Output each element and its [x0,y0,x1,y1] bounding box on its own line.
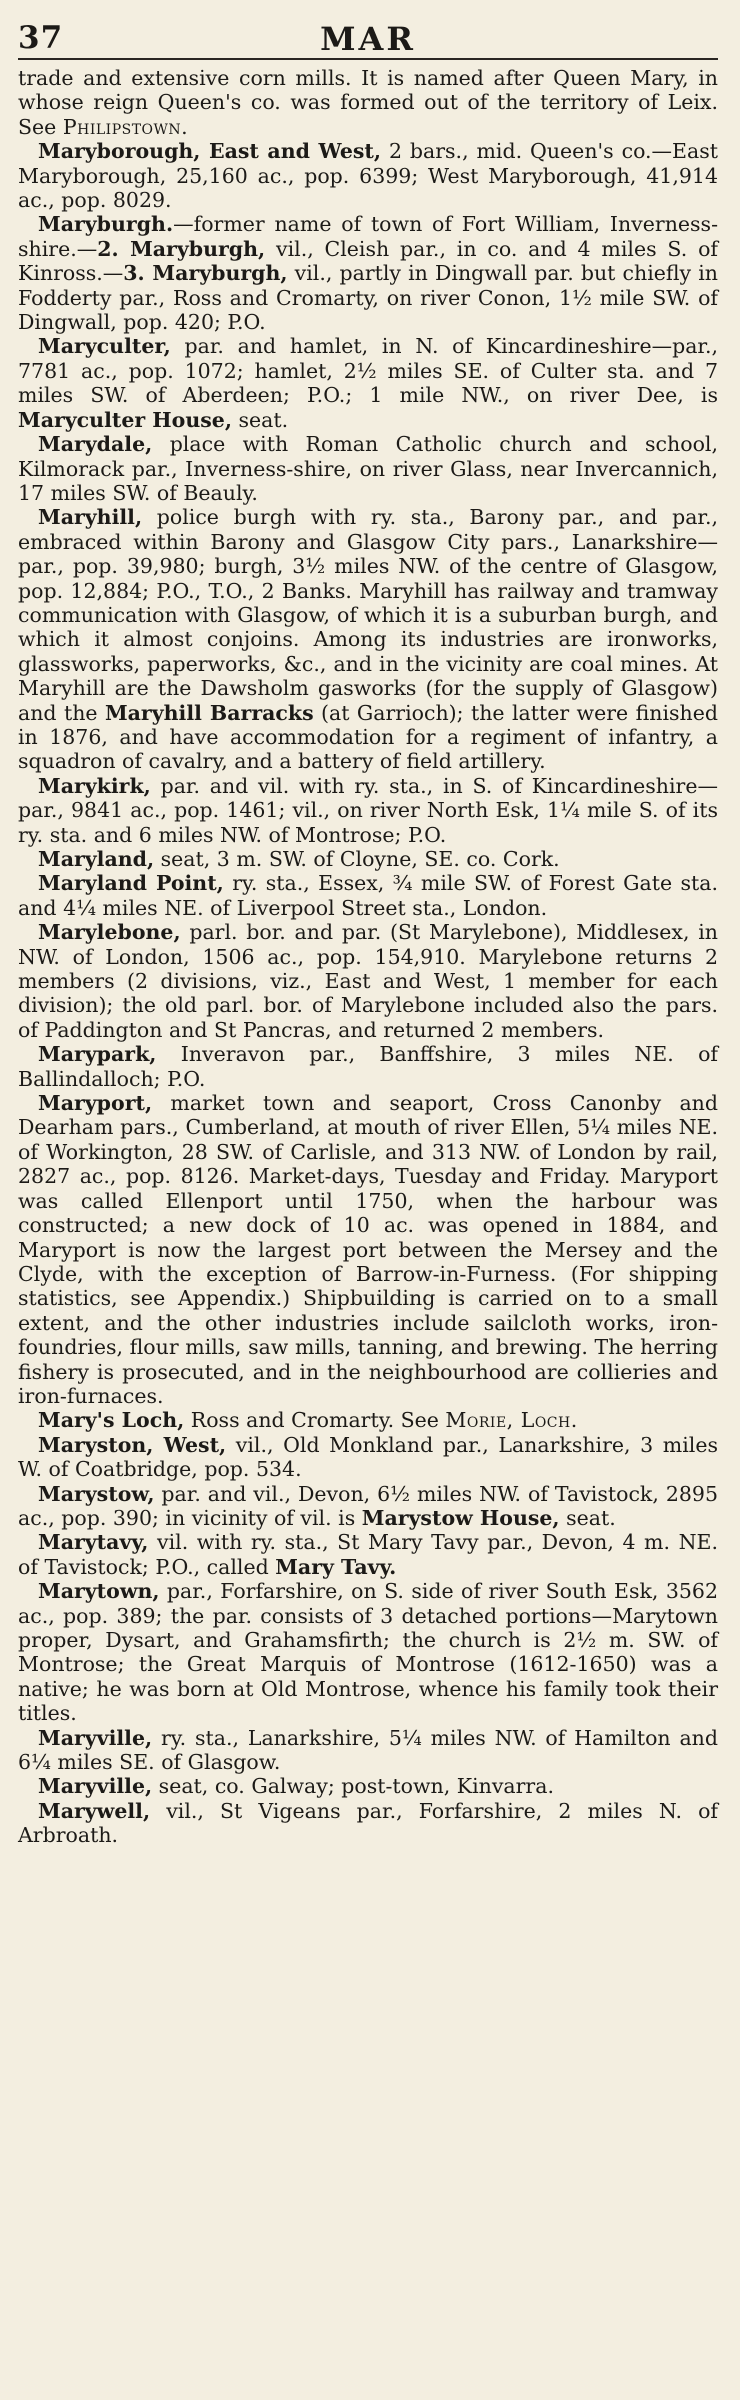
entry-headword: Marywell, [38,1798,151,1823]
entry-headword: Maryville, [38,1725,153,1750]
entries-column [18,60,718,1848]
entry-headword: Maryburgh. [38,212,174,237]
entry-maryculter: Maryculter, par. and hamlet, in N. of Kincardineshire—par., 7781 ac., pop. 1072; hamlet, 2½ miles SE. of Culter sta. and 7 miles SW. of Aberdeen; P.O.; 1 mile NW., on river Dee, is Maryculter House, seat. [18,334,718,432]
entry-headword: Mary's Loch, [38,1408,185,1433]
entry-headword: Marypark, [38,1042,157,1067]
page-header [18,0,718,60]
entry-headword: Marytown, [38,1579,160,1604]
cross-reference: Morie, Loch [445,1408,571,1433]
entry-headword: Marytavy, [38,1530,149,1555]
entry-headword: Marylebone, [38,920,181,945]
entry-headword: Marydale, [38,432,153,457]
entry-subheadword: Maryhill Barracks [104,700,314,725]
entry-subheadword: Marystow House, [361,1505,560,1530]
entry-subheadword: 3. Maryburgh, [123,261,288,286]
running-head: MAR [320,20,416,58]
entry-subheadword: 2. Maryburgh, [97,236,266,261]
entry-marypark: Marypark, Inveravon par., Banffshire, 3 miles NE. of Ballindalloch; P.O. [18,1042,718,1091]
entry-maryland: Maryland, seat, 3 m. SW. of Cloyne, SE. co. Cork. [38,847,560,871]
entry-marywell: Marywell, vil., St Vigeans par., Forfarshire, 2 miles N. of Arbroath. [18,1798,718,1848]
entry-marystow: Marystow, par. and vil., Devon, 6½ miles NW. of Tavistock, 2895 ac., pop. 390; in vicinity of vil. is Marystow House, seat. [18,1481,718,1530]
entry-marytavy: Marytavy, vil. with ry. sta., St Mary Tavy par., Devon, 4 m. NE. of Tavistock; P.O., called Mary Tavy. [18,1530,718,1579]
entry-headword: Maryville, [38,1774,153,1799]
page-number: 37 [18,20,64,56]
entry-maryburgh: Maryburgh.—former name of town of Fort William, Inverness-shire.—2. Maryburgh, vil., Cleish par., in co. and 4 miles S. of Kinross.—3. Maryburgh, vil., partly in Dingwall par. but chiefly in Fodderty par., Ross and Cromarty, on river Conon, 1½ mile SW. of Dingwall, pop. 420; P.O. [18,212,719,335]
entry-marylebone: Marylebone, parl. bor. and par. (St Marylebone), Middlesex, in NW. of London, 1506 ac., pop. 154,910. Marylebone returns 2 members (2 divisions, viz., East and West, 1 member for each division); the old parl. bor. of Marylebone included also the pars. of Paddington and St Pancras, and returned 2 members. [18,920,718,1042]
entry-headword: Maryston, West, [38,1432,227,1457]
entry-maryhill: Maryhill, police burgh with ry. sta., Barony par., and par., embraced within Barony and Glasgow City pars., Lanarkshire—par., pop. 39,980; burgh, 3½ miles NW. of the centre of Glasgow, pop. 12,884; P.O., T.O., 2 Banks. Maryhill has railway and tramway communication with Glasgow, of which it is a suburban burgh, and which it almost conjoins. Among its industries are ironworks, glassworks, paperworks, &c., and in the vicinity are coal mines. At Maryhill are the Dawsholm gasworks (for the supply of Glasgow) and the Maryhill Barracks (at Garrioch); the latter were finished in 1876, and have accommodation for a regiment of infantry, a squadron of cavalry, and a battery of field artillery. [18,505,718,774]
entry-maryport: Maryport, market town and seaport, Cross Canonby and Dearham pars., Cumberland, at mouth of river Ellen, 5¼ miles NE. of Workington, 28 SW. of Carlisle, and 313 NW. of London by rail, 2827 ac., pop. 8126. Market-days, Tuesday and Friday. Maryport was called Ellenport until 1750, when the harbour was constructed; a new dock of 10 ac. was opened in 1884, and Maryport is now the largest port between the Mersey and the Clyde, with the exception of Barrow-in-Furness. (For shipping statistics, see Appendix.) Shipbuilding is carried on to a small extent, and the other industries include sailcloth works, iron-foundries, flour mills, saw mills, tanning, and brewing. The herring fishery is prosecuted, and in the neighbourhood are collieries and iron-furnaces. [18,1091,718,1408]
entry-maryston-west: Maryston, West, vil., Old Monkland par., Lanarkshire, 3 miles W. of Coatbridge, pop. 534. [18,1432,718,1482]
entry-marytown: Marytown, par., Forfarshire, on S. side of river South Esk, 3562 ac., pop. 389; the par. consists of 3 detached portions—Marytown proper, Dysart, and Grahamsfirth; the church is 2½ m. SW. of Montrose; the Great Marquis of Montrose (1612-1650) was a native; he was born at Old Montrose, whence his family took their titles. [18,1579,718,1726]
entry-headword: Maryland, [38,847,155,871]
entry-headword: Maryhill, [38,505,143,530]
entry-continuation: trade and extensive corn mills. It is named after Queen Mary, in whose reign Queen's co. was formed out of the territory of Leix. See Philipstown. [18,66,718,139]
entry-headword: Maryborough, East and West, [38,139,382,164]
entry-maryland-point: Maryland Point, ry. sta., Essex, ¾ mile SW. of Forest Gate sta. and 4¼ miles NE. of Liverpool Street sta., London. [18,871,718,920]
entry-headword: Maryland Point, [38,871,224,896]
entry-headword: Marykirk, [38,773,151,798]
entry-maryville-galway: Maryville, seat, co. Galway; post-town, Kinvarra. [38,1774,554,1799]
entry-subheadword: Maryculter House, [18,407,232,432]
entry-marykirk: Marykirk, par. and vil. with ry. sta., in S. of Kincardineshire—par., 9841 ac., pop. 1461; vil., on river North Esk, 1¼ mile S. of its ry. sta. and 6 miles NW. of Montrose; P.O. [18,773,718,847]
entry-headword: Marystow, [38,1481,155,1506]
entry-headword: Maryculter, [38,334,171,359]
cross-reference: Philipstown [62,114,182,139]
entry-marys-loch: Mary's Loch, Ross and Cromarty. See Morie, Loch. [38,1408,578,1433]
entry-headword: Maryport, [38,1091,153,1116]
entry-marydale: Marydale, place with Roman Catholic church and school, Kilmorack par., Inverness-shire, on river Glass, near Invercannich, 17 miles SW. of Beauly. [18,432,718,505]
entry-subheadword: Mary Tavy. [275,1554,397,1579]
entry-maryville-lanark: Maryville, ry. sta., Lanarkshire, 5¼ miles NW. of Hamilton and 6¼ miles SE. of Glasgow. [18,1725,718,1775]
entry-maryborough: Maryborough, East and West, 2 bars., mid. Queen's co.—East Maryborough, 25,160 ac., pop. 6399; West Maryborough, 41,914 ac., pop. 8029. [18,139,719,213]
